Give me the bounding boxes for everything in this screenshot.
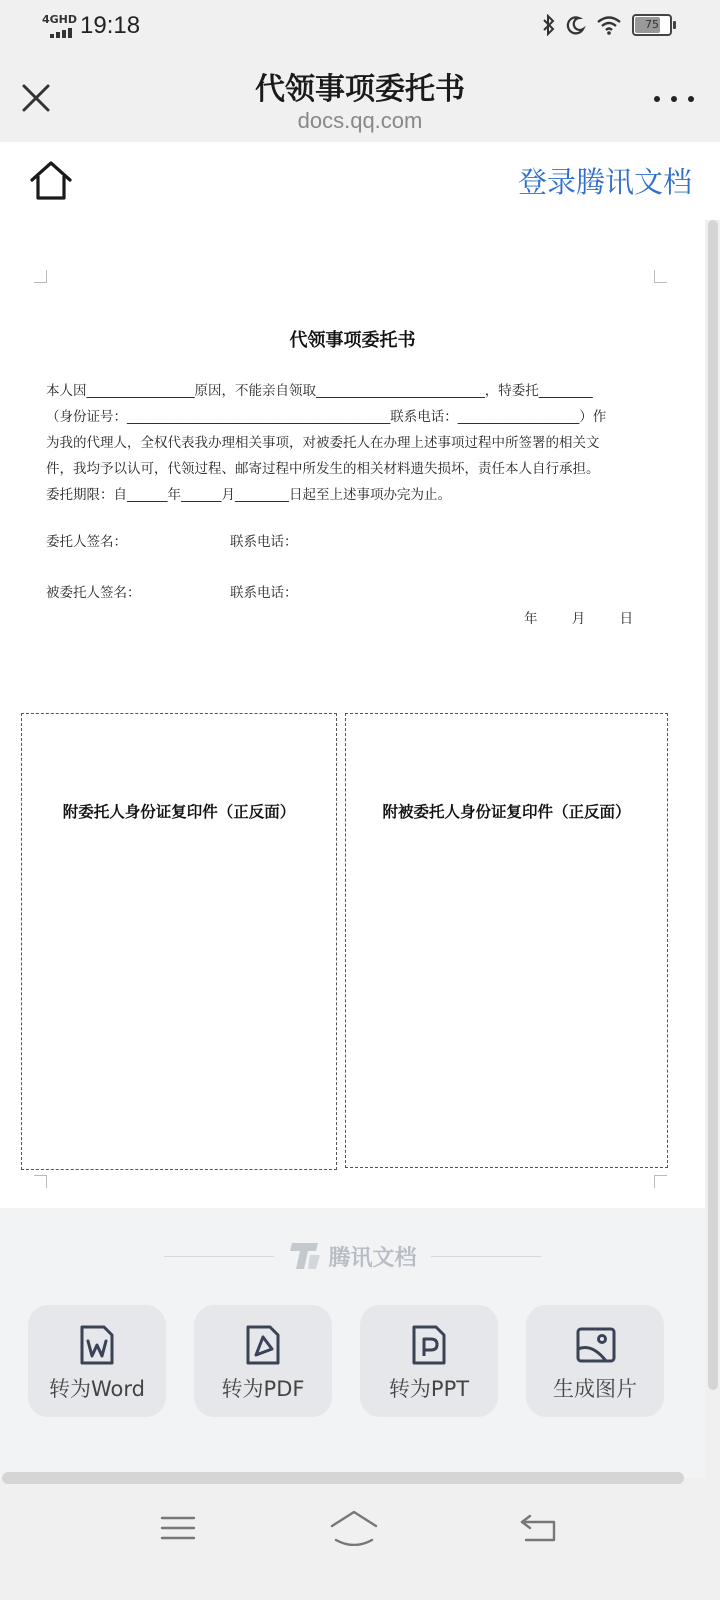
menu-icon[interactable] <box>158 1510 198 1546</box>
convert-to-word-button[interactable] <box>28 1305 166 1417</box>
paragraph-line: 委托期限：自______年______月________日起至上述事项办完为止。 <box>46 487 451 503</box>
paragraph-line: （身份证号：_______________________________________联系电话：__________________）作 <box>46 409 607 425</box>
ppt-file-icon <box>410 1325 448 1365</box>
vertical-scrollbar[interactable] <box>706 220 720 1390</box>
convert-to-ppt-label: 转为PPT <box>388 1377 470 1401</box>
paragraph-line: 为我的代理人，全权代表我办理相关事项，对被委托人在办理上述事项过程中所签署的相关文 <box>46 435 600 451</box>
document-title: 代领事项委托书 <box>289 330 416 351</box>
agent-phone-label: 联系电话： <box>230 585 298 601</box>
paragraph-line: 本人因________________原因，不能亲自领取_________________________，特委托________ <box>46 383 593 399</box>
date-line: 年 月 日 <box>524 611 634 627</box>
dot-icon <box>654 96 660 102</box>
battery-indicator: 75 <box>632 14 672 36</box>
home-icon[interactable] <box>28 158 74 204</box>
back-icon[interactable] <box>518 1510 558 1546</box>
convert-to-pdf-label: 转为PDF <box>221 1377 305 1401</box>
horizontal-scrollbar[interactable] <box>2 1472 684 1484</box>
principal-sign-label: 委托人签名： <box>46 534 127 550</box>
login-link[interactable]: 登录腾讯文档 <box>517 165 692 199</box>
do-not-disturb-moon-icon <box>566 15 586 35</box>
principal-id-copy-label: 附委托人身份证复印件（正反面） <box>62 803 296 821</box>
generate-image-button[interactable] <box>526 1305 664 1417</box>
dot-icon <box>671 96 677 102</box>
document-paragraph <box>46 378 636 508</box>
export-actions <box>28 1305 664 1417</box>
more-menu-button[interactable] <box>654 92 694 106</box>
word-file-icon <box>78 1325 116 1365</box>
wifi-icon <box>596 15 622 35</box>
brand-divider <box>0 1238 705 1274</box>
home-nav-icon[interactable] <box>330 1510 378 1546</box>
network-indicator: 4GHD <box>42 13 78 26</box>
page-corner-mark <box>34 270 47 283</box>
page-domain: docs.qq.com <box>297 108 423 133</box>
generate-image-label: 生成图片 <box>553 1377 637 1401</box>
page-title: 代领事项委托书 <box>255 72 465 107</box>
app-header <box>0 142 720 221</box>
convert-to-pdf-button[interactable] <box>194 1305 332 1417</box>
signal-icon <box>50 28 72 38</box>
paragraph-line: 件，我均予以认可，代领过程、邮寄过程中所发生的相关材料遗失损坏，责任本人自行承担。 <box>46 461 600 477</box>
agent-id-copy-label: 附被委托人身份证复印件（正反面） <box>382 803 631 821</box>
page-corner-mark <box>654 1175 667 1188</box>
principal-phone-label: 联系电话： <box>230 534 298 550</box>
principal-id-copy-box <box>21 713 337 1170</box>
clock: 19:18 <box>80 12 141 39</box>
title-bar <box>0 56 720 142</box>
status-bar <box>0 0 720 56</box>
brand-label: 腾讯文档 <box>328 1245 417 1271</box>
page-corner-mark <box>654 270 667 283</box>
pdf-file-icon <box>244 1325 282 1365</box>
tencent-docs-logo-icon <box>288 1241 322 1271</box>
agent-sign-label: 被委托人签名： <box>46 585 141 601</box>
dot-icon <box>688 96 694 102</box>
convert-to-ppt-button[interactable] <box>360 1305 498 1417</box>
image-icon <box>576 1325 616 1365</box>
agent-id-copy-box <box>345 713 668 1168</box>
convert-to-word-label: 转为Word <box>49 1377 145 1401</box>
system-nav-bar <box>0 1486 720 1600</box>
bluetooth-icon <box>542 14 556 36</box>
page-corner-mark <box>34 1175 47 1188</box>
